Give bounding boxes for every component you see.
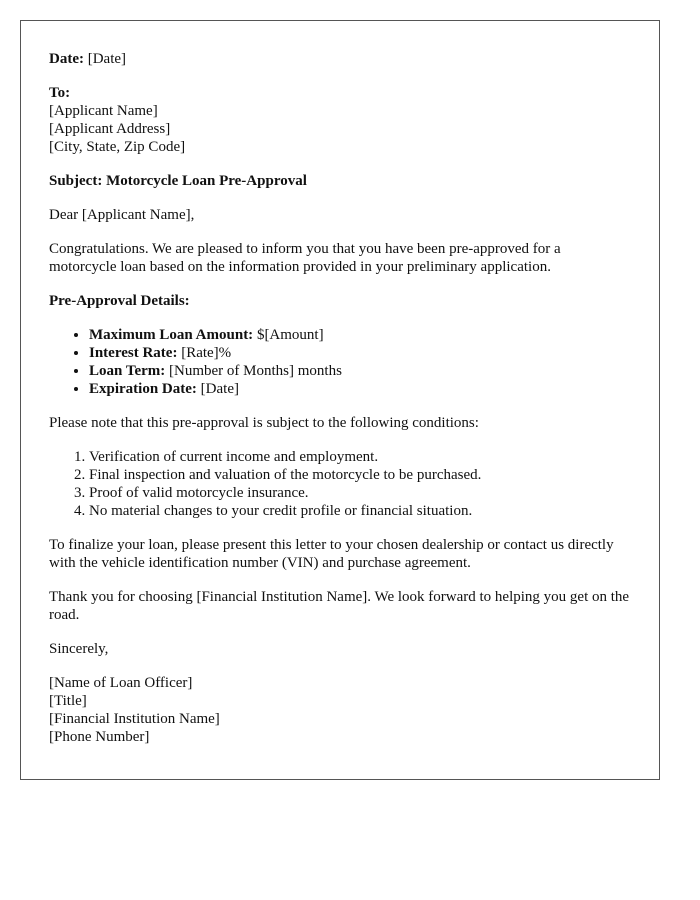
date-value: [Date] — [83, 51, 127, 67]
detail-label: Expiration Date: — [89, 381, 197, 397]
detail-label: Interest Rate: — [89, 345, 178, 361]
detail-value: [Number of Months] months — [165, 363, 342, 379]
to-label: To: — [49, 85, 71, 101]
detail-label: Loan Term: — [89, 363, 166, 379]
letter-document — [20, 20, 660, 780]
conditions-list — [49, 448, 631, 520]
salutation: Dear [Applicant Name], — [49, 207, 195, 223]
condition-item: 2. Final inspection and valuation of the motorcycle to be purchased. — [89, 466, 631, 484]
condition-item: 1. Verification of current income and employment. — [89, 448, 631, 466]
condition-item: 4. No material changes to your credit profile or financial situation. — [89, 502, 631, 520]
finalize-paragraph: To finalize your loan, please present this letter to your chosen dealership or contact us directly with the vehicle identification number (VIN) and purchase agreement. — [49, 537, 614, 571]
condition-item: 3. Proof of valid motorcycle insurance. — [89, 484, 631, 502]
loan-officer-name: [Name of Loan Officer] — [49, 675, 193, 691]
detail-value: $[Amount] — [253, 327, 324, 343]
detail-item-max-amount — [89, 326, 631, 344]
applicant-address: [Applicant Address] — [49, 121, 171, 137]
thanks-paragraph: Thank you for choosing [Financial Institution Name]. We look forward to helping you get on the road. — [49, 589, 630, 623]
city-state-zip: [City, State, Zip Code] — [49, 139, 186, 155]
phone-number: [Phone Number] — [49, 729, 150, 745]
recipient-block — [49, 84, 631, 156]
detail-value: [Rate]% — [177, 345, 232, 361]
subject-line: Subject: Motorcycle Loan Pre-Approval — [49, 173, 307, 189]
details-heading: Pre-Approval Details: — [49, 293, 190, 309]
detail-item-expiration-date — [89, 380, 631, 398]
details-list — [49, 326, 631, 398]
signature-block — [49, 674, 631, 746]
officer-title: [Title] — [49, 693, 87, 709]
detail-item-interest-rate — [89, 344, 631, 362]
detail-item-loan-term — [89, 362, 631, 380]
intro-paragraph: Congratulations. We are pleased to inform you that you have been pre-approved for a motorcycle loan based on the information provided in your preliminary application. — [49, 241, 561, 275]
detail-value: [Date] — [196, 381, 239, 397]
conditions-intro: Please note that this pre-approval is subject to the following conditions: — [49, 415, 479, 431]
date-label: Date: — [49, 51, 84, 67]
applicant-name: [Applicant Name] — [49, 103, 158, 119]
closing: Sincerely, — [49, 641, 109, 657]
date-line — [49, 50, 631, 68]
detail-label: Maximum Loan Amount: — [89, 327, 254, 343]
institution-name: [Financial Institution Name] — [49, 711, 220, 727]
